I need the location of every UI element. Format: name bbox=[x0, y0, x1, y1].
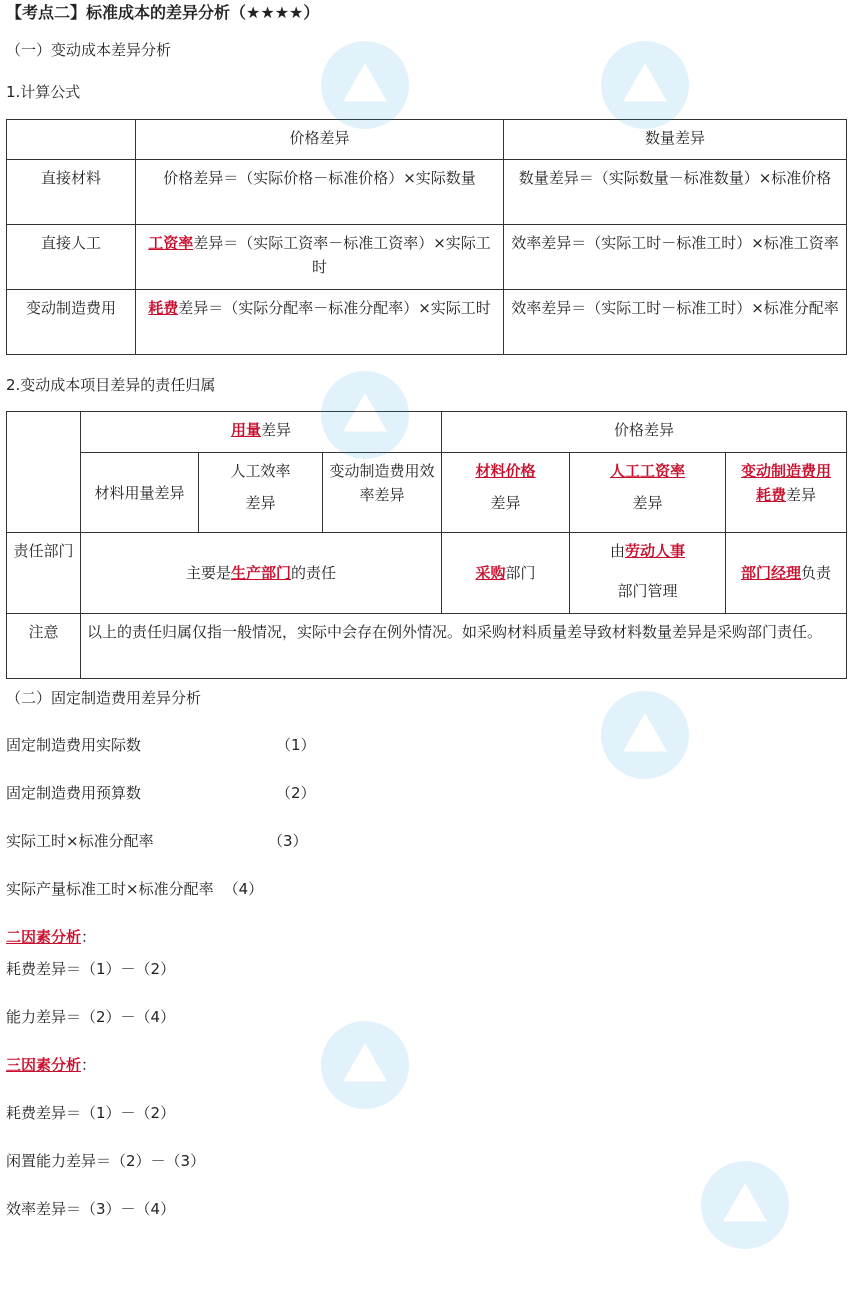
price-formula: 价格差异＝（实际价格－标准价格）×实际数量 bbox=[136, 160, 504, 225]
formula-line: 效率差异＝（3）－（4） bbox=[6, 1200, 176, 1218]
empty-corner-cell bbox=[7, 412, 81, 533]
quantity-formula: 数量差异＝（实际数量－标准数量）×标准价格 bbox=[504, 160, 847, 225]
overhead-efficiency-variance: 变动制造费用效率差异 bbox=[323, 453, 442, 533]
row-label: 直接人工 bbox=[7, 225, 136, 290]
overhead-spending-variance: 变动制造费用 耗费差异 bbox=[726, 453, 847, 533]
labor-efficiency-variance: 人工效率 差异 bbox=[199, 453, 323, 533]
note-label: 注意 bbox=[7, 614, 81, 679]
subheading-responsibility: 2.变动成本项目差异的责任归属 bbox=[6, 376, 216, 394]
labor-rate-variance: 人工工资率 差异 bbox=[570, 453, 726, 533]
price-formula: 耗费差异＝（实际分配率－标准分配率）×实际工时 bbox=[136, 290, 504, 355]
material-usage-variance: 材料用量差异 bbox=[81, 453, 199, 533]
price-formula: 工资率差异＝（实际工资率－标准工资率）×实际工时 bbox=[136, 225, 504, 290]
list-item: 固定制造费用预算数 （2） bbox=[6, 784, 316, 802]
material-price-variance: 材料价格 差异 bbox=[442, 453, 570, 533]
two-factor-heading: 二因素分析： bbox=[6, 928, 97, 946]
subheading-formula: 1.计算公式 bbox=[6, 83, 81, 101]
header-price-variance: 价格差异 bbox=[442, 412, 847, 453]
quantity-formula: 效率差异＝（实际工时－标准工时）×标准分配率 bbox=[504, 290, 847, 355]
responsibility-label: 责任部门 bbox=[7, 533, 81, 614]
section-heading-fixed: （二）固定制造费用差异分析 bbox=[6, 689, 202, 707]
page-title: 【考点二】标准成本的差异分析（★★★★） bbox=[6, 3, 320, 22]
hr-dept-responsibility: 由劳动人事 部门管理 bbox=[570, 533, 726, 614]
row-label: 直接材料 bbox=[7, 160, 136, 225]
header-price-variance: 价格差异 bbox=[136, 120, 504, 160]
list-item: 固定制造费用实际数 （1） bbox=[6, 736, 316, 754]
three-factor-heading: 三因素分析： bbox=[6, 1056, 97, 1074]
list-item: 实际工时×标准分配率 （3） bbox=[6, 832, 308, 850]
header-quantity-variance: 数量差异 bbox=[504, 120, 847, 160]
formula-line: 闲置能力差异＝（2）－（3） bbox=[6, 1152, 206, 1170]
watermark-logo-icon bbox=[590, 680, 700, 790]
watermark-logo-icon bbox=[690, 1150, 800, 1260]
purchasing-dept-responsibility: 采购部门 bbox=[442, 533, 570, 614]
watermark-logo-icon bbox=[310, 1010, 420, 1120]
header-usage-variance: 用量差异 bbox=[81, 412, 442, 453]
empty-header-cell bbox=[7, 120, 136, 160]
formula-line: 能力差异＝（2）－（4） bbox=[6, 1008, 176, 1026]
list-item: 实际产量标准工时×标准分配率 （4） bbox=[6, 880, 264, 898]
note-text: 以上的责任归属仅指一般情况，实际中会存在例外情况。如采购材料质量差导致材料数量差异是采购部门责任。 bbox=[81, 614, 847, 679]
formula-table bbox=[6, 119, 847, 355]
responsibility-table bbox=[6, 411, 847, 679]
formula-line: 耗费差异＝（1）－（2） bbox=[6, 960, 176, 978]
formula-line: 耗费差异＝（1）－（2） bbox=[6, 1104, 176, 1122]
production-dept-responsibility: 主要是生产部门的责任 bbox=[81, 533, 442, 614]
section-heading-variable: （一）变动成本差异分析 bbox=[6, 41, 172, 59]
row-label: 变动制造费用 bbox=[7, 290, 136, 355]
dept-manager-responsibility: 部门经理负责 bbox=[726, 533, 847, 614]
quantity-formula: 效率差异＝（实际工时－标准工时）×标准工资率 bbox=[504, 225, 847, 290]
